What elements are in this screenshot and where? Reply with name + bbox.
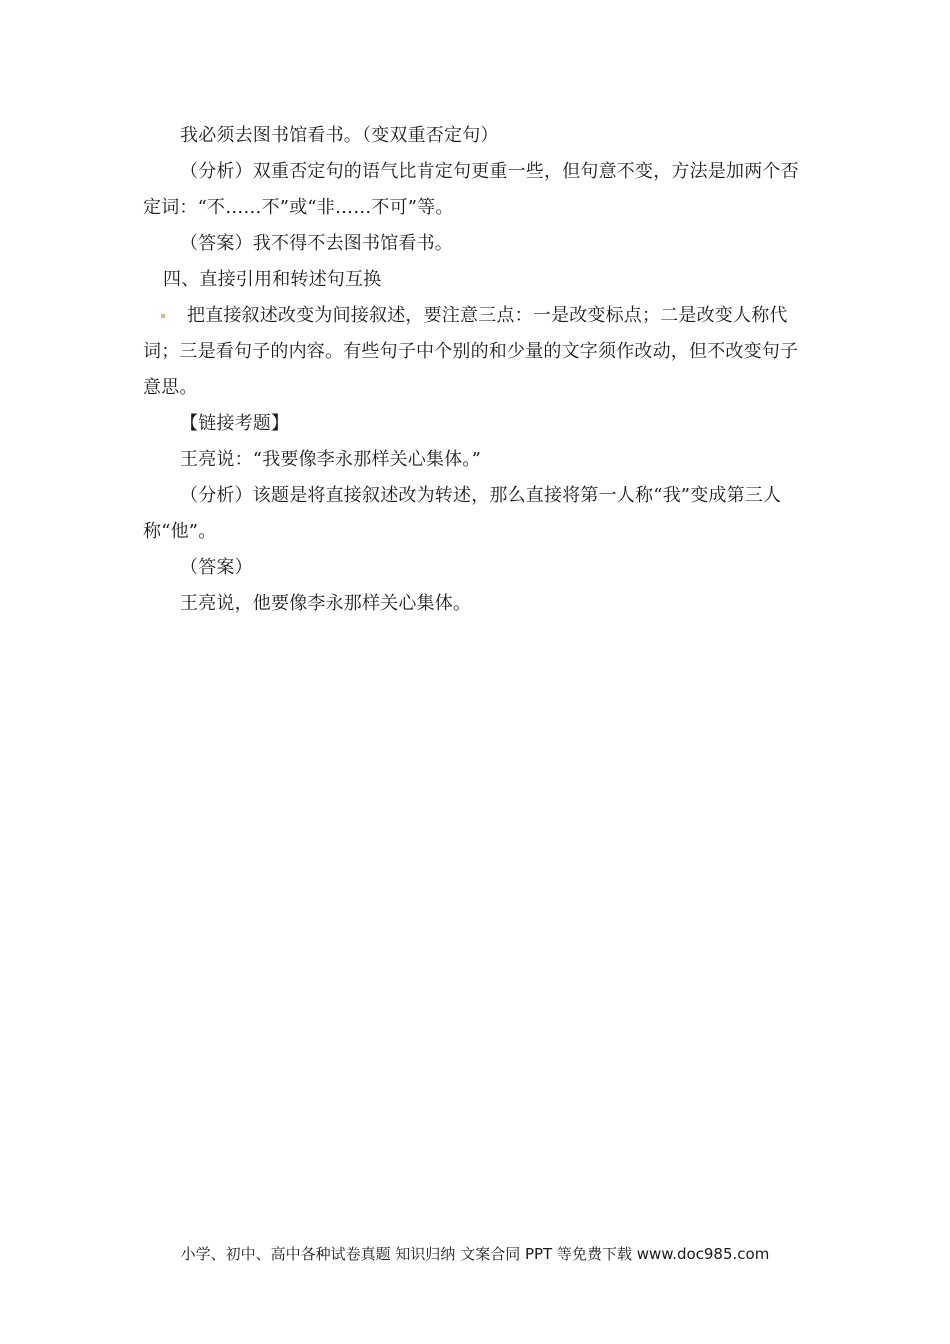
- paragraph-answer-2: 王亮说，他要像李永那样关心集体。: [180, 593, 472, 614]
- paragraph-analysis-1: （分析）双重否定句的语气比肯定句更重一些，但句意不变，方法是加两个否定词：“不……不”或“非……不可”等。: [143, 161, 799, 218]
- section-heading: 四、直接引用和转述句互换: [163, 269, 382, 290]
- bullet-mark-icon: [161, 314, 165, 318]
- paragraph-question: 我必须去图书馆看书。（变双重否定句）: [180, 125, 499, 146]
- paragraph-answer-1: （答案）我不得不去图书馆看书。: [180, 233, 453, 254]
- document-body: [143, 118, 808, 622]
- paragraph-analysis-2: （分析）该题是将直接叙述改为转述，那么直接将第一人称“我”变成第三人称“他”。: [143, 485, 782, 542]
- paragraph-explanation: [143, 298, 808, 406]
- linked-exam-heading: 【链接考题】: [180, 413, 290, 434]
- paragraph-example: 王亮说：“我要像李永那样关心集体。”: [180, 449, 482, 470]
- explanation-text: 把直接叙述改变为间接叙述，要注意三点：一是改变标点；二是改变人称代词；三是看句子的内容。有些句子中个别的和少量的文字须作改动，但不改变句子意思。: [143, 305, 799, 398]
- page-footer: 小学、初中、高中各种试卷真题 知识归纳 文案合同 PPT 等免费下载 www.doc985.com: [180, 1245, 770, 1263]
- paragraph-answer-label: （答案）: [180, 557, 253, 578]
